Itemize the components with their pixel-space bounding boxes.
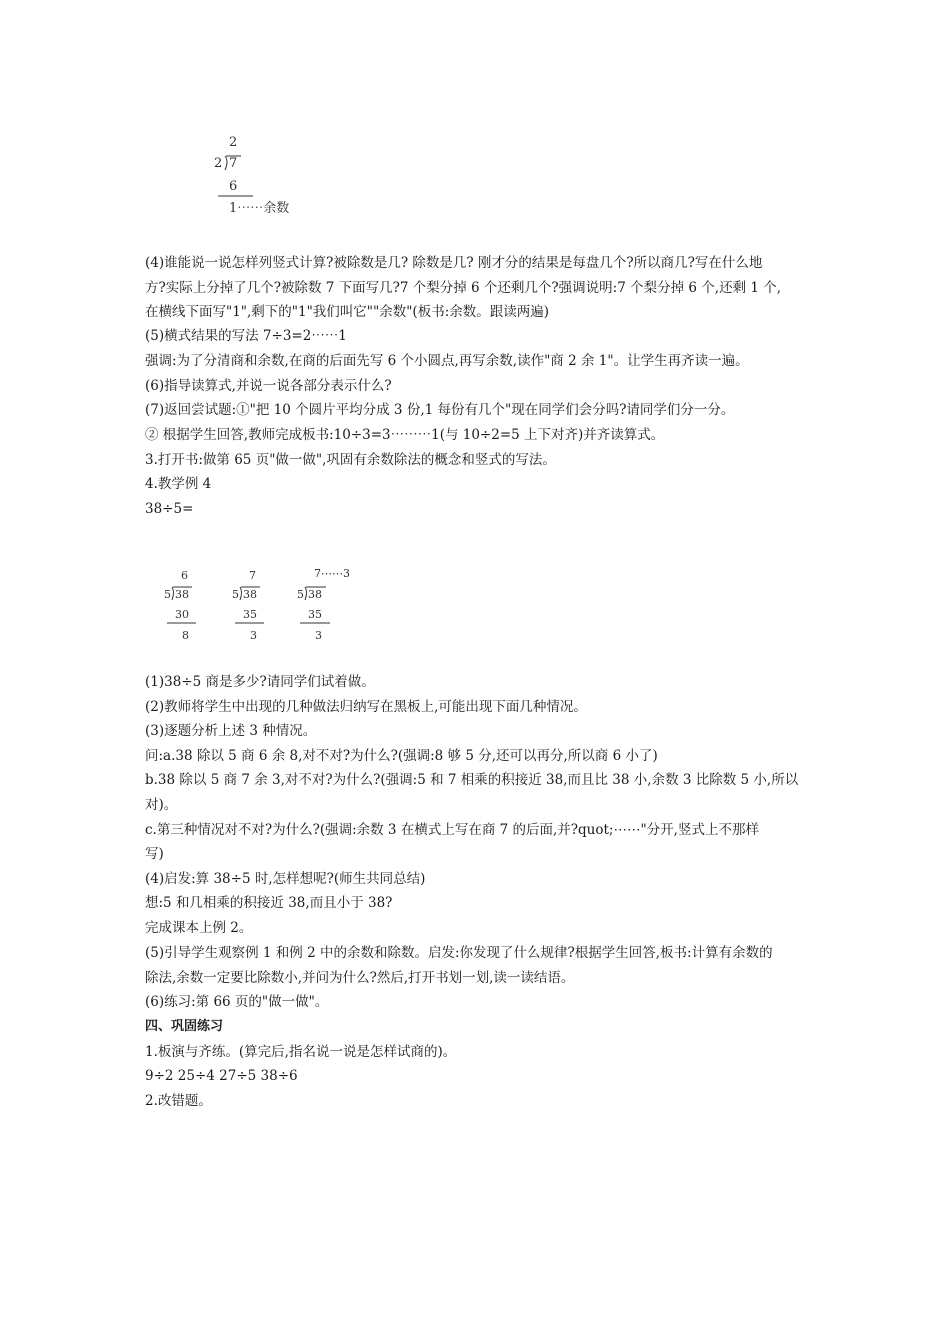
text-line: 3.打开书:做第 65 页"做一做",巩固有余数除法的概念和竖式的写法。 xyxy=(145,452,556,468)
case-c-product: 35 xyxy=(308,608,322,621)
case-b-product: 35 xyxy=(243,608,257,621)
case-a-product: 30 xyxy=(175,608,189,621)
text-line: ② 根据学生回答,教师完成板书:10÷3=3⋯⋯⋯1(与 10÷2=5 上下对齐)并齐读算式。 xyxy=(145,427,665,443)
case-c-quotient: 7⋯⋯3 xyxy=(314,567,350,580)
fig1-product: 6 xyxy=(229,179,238,194)
case-a-divisor: 5 xyxy=(164,588,171,601)
text-line: 2.改错题。 xyxy=(145,1093,212,1109)
text-line: (2)教师将学生中出现的几种做法归纳写在黑板上,可能出现下面几种情况。 xyxy=(145,699,587,715)
division-case-c xyxy=(297,567,350,642)
long-division-figure-2 xyxy=(160,562,370,644)
text-line: (6)练习:第 66 页的"做一做"。 xyxy=(145,994,329,1010)
fig1-quotient: 2 xyxy=(229,135,238,150)
text-line: 强调:为了分清商和余数,在商的后面先写 6 个小圆点,再写余数,读作"商 2 余 1"。让学生再齐读一遍。 xyxy=(145,353,749,369)
text-line: c.第三种情况对不对?为什么?(强调:余数 3 在横式上写在商 7 的后面,并?quot;⋯⋯"分开,竖式上不那样 xyxy=(145,822,759,838)
division-case-a xyxy=(164,569,196,642)
case-a-dividend: 38 xyxy=(175,588,189,601)
text-line: 38÷5= xyxy=(145,501,194,517)
text-line: 9÷2 25÷4 27÷5 38÷6 xyxy=(145,1068,298,1084)
text-line: 问:a.38 除以 5 商 6 余 8,对不对?为什么?(强调:8 够 5 分,还可以再分,所以商 6 小了) xyxy=(145,748,658,764)
text-line: (4)启发:算 38÷5 时,怎样想呢?(师生共同总结) xyxy=(145,871,426,887)
text-line: (6)指导读算式,并说一说各部分表示什么? xyxy=(145,378,392,394)
text-line: 对)。 xyxy=(145,797,178,813)
text-line: b.38 除以 5 商 7 余 3,对不对?为什么?(强调:5 和 7 相乘的积接近 38,而且比 38 小,余数 3 比除数 5 小,所以 xyxy=(145,772,799,788)
text-line: (7)返回尝试题:①"把 10 个圆片平均分成 3 份,1 每份有几个"现在同学们会分吗?请同学们分一分。 xyxy=(145,402,735,418)
text-line: 1.板演与齐练。(算完后,指名说一说是怎样试商的)。 xyxy=(145,1044,457,1060)
text-line: (1)38÷5 商是多少?请同学们试着做。 xyxy=(145,674,375,690)
division-case-b xyxy=(232,569,264,642)
case-b-remainder: 3 xyxy=(250,629,257,642)
text-line: (5)引导学生观察例 1 和例 2 中的余数和除数。启发:你发现了什么规律?根据学生回答,板书:计算有余数的 xyxy=(145,945,773,961)
long-division-figure-1 xyxy=(205,130,315,220)
fig1-remainder: 1⋯⋯余数 xyxy=(229,201,290,216)
case-a-remainder: 8 xyxy=(182,629,189,642)
text-line: (4)谁能说一说怎样列竖式计算?被除数是几? 除数是几? 刚才分的结果是每盘几个?所以商几?写在什么地 xyxy=(145,255,763,271)
text-line: 除法,余数一定要比除数小,并问为什么?然后,打开书划一划,读一读结语。 xyxy=(145,970,575,986)
text-line: 完成课本上例 2。 xyxy=(145,920,253,936)
fig1-divisor: 2 xyxy=(214,156,223,171)
section-heading: 四、巩固练习 xyxy=(145,1019,224,1034)
text-line: 在横线下面写"1",剩下的"1"我们叫它""余数"(板书:余数。跟读两遍) xyxy=(145,304,550,320)
case-a-quotient: 6 xyxy=(181,569,188,582)
text-line: 写) xyxy=(145,846,164,862)
case-c-remainder: 3 xyxy=(315,629,322,642)
case-b-quotient: 7 xyxy=(249,569,256,582)
fig1-dividend: 7 xyxy=(229,156,238,171)
text-line: 方?实际上分掉了几个?被除数 7 下面写几?7 个梨分掉 6 个还剩几个?强调说明:7 个梨分掉 6 个,还剩 1 个, xyxy=(145,280,782,296)
text-line: (3)逐题分析上述 3 种情况。 xyxy=(145,723,317,739)
text-line: 想:5 和几相乘的积接近 38,而且小于 38? xyxy=(145,895,393,911)
case-c-dividend: 38 xyxy=(308,588,322,601)
case-b-dividend: 38 xyxy=(243,588,257,601)
case-c-divisor: 5 xyxy=(297,588,304,601)
text-line: 4.教学例 4 xyxy=(145,476,212,492)
case-b-divisor: 5 xyxy=(232,588,239,601)
text-line: (5)横式结果的写法 7÷3=2⋯⋯1 xyxy=(145,328,347,344)
